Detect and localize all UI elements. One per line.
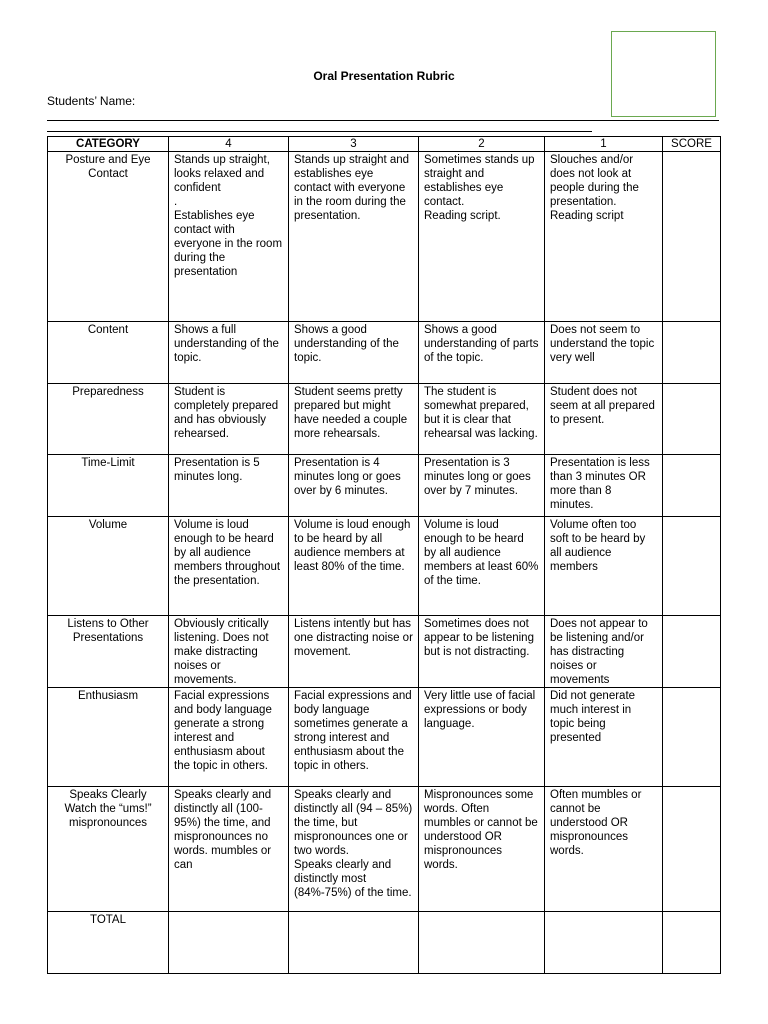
students-name-line-2 [47,131,592,132]
level-3-cell: Speaks clearly and distinctly all (94 – 85%) the time, but mispronounces one or two words. Speaks clearly and distinctly most (84%-75%) of the time. [289,787,419,912]
header-score-2: 2 [419,137,545,152]
table-row [48,787,721,912]
score-cell[interactable] [663,322,721,384]
level-1-cell: Does not seem to understand the topic very well [545,322,663,384]
level-1-cell: Student does not seem at all prepared to present. [545,384,663,455]
header-score-1: 1 [545,137,663,152]
level-3-cell [289,912,419,974]
level-1-cell: Did not generate much interest in topic being presented [545,688,663,787]
level-2-cell: Mispronounces some words. Often mumbles or cannot be understood OR mispronounces words. [419,787,545,912]
level-2-cell: Sometimes does not appear to be listening but is not distracting. [419,616,545,688]
level-2-cell: Sometimes stands up straight and establishes eye contact. Reading script. [419,152,545,322]
table-row [48,616,721,688]
level-2-cell [419,912,545,974]
table-row [48,517,721,616]
level-4-cell [169,912,289,974]
category-cell: Speaks Clearly Watch the “ums!” mispronounces [48,787,169,912]
category-cell: Content [48,322,169,384]
level-2-cell: Very little use of facial expressions or body language. [419,688,545,787]
header-score: SCORE [663,137,721,152]
page-title: Oral Presentation Rubric [313,69,455,83]
level-3-cell: Presentation is 4 minutes long or goes over by 6 minutes. [289,455,419,517]
level-1-cell [545,912,663,974]
level-3-cell: Listens intently but has one distracting noise or movement. [289,616,419,688]
total-label-cell: TOTAL [48,912,169,974]
score-cell[interactable] [663,616,721,688]
category-cell: Preparedness [48,384,169,455]
students-name-label: Students’ Name: [47,94,136,108]
level-1-cell: Volume often too soft to be heard by all audience members [545,517,663,616]
table-row [48,152,721,322]
students-name-line [47,120,719,121]
level-1-cell: Slouches and/or does not look at people during the presentation. Reading script [545,152,663,322]
score-cell[interactable] [663,787,721,912]
category-cell: Posture and Eye Contact [48,152,169,322]
level-3-cell: Shows a good understanding of the topic. [289,322,419,384]
level-4-cell: Stands up straight, looks relaxed and confident . Establishes eye contact with everyone in the room during the presentation [169,152,289,322]
category-cell: Time-Limit [48,455,169,517]
level-4-cell: Speaks clearly and distinctly all (100-95%) the time, and mispronounces no words. mumbles or can [169,787,289,912]
table-row [48,455,721,517]
score-cell[interactable] [663,384,721,455]
level-4-cell: Presentation is 5 minutes long. [169,455,289,517]
level-3-cell: Volume is loud enough to be heard by all audience members at least 80% of the time. [289,517,419,616]
table-row [48,688,721,787]
level-3-cell: Facial expressions and body language sometimes generate a strong interest and enthusiasm about the topic in others. [289,688,419,787]
level-2-cell: Volume is loud enough to be heard by all audience members at least 60% of the time. [419,517,545,616]
level-2-cell: Shows a good understanding of parts of the topic. [419,322,545,384]
score-cell[interactable] [663,152,721,322]
total-score-cell[interactable] [663,912,721,974]
table-row [48,912,721,974]
score-cell[interactable] [663,688,721,787]
level-2-cell: The student is somewhat prepared, but it is clear that rehearsal was lacking. [419,384,545,455]
level-1-cell: Often mumbles or cannot be understood OR mispronounces words. [545,787,663,912]
rubric-table [47,136,721,974]
category-cell: Volume [48,517,169,616]
level-1-cell: Does not appear to be listening and/or has distracting noises or movements [545,616,663,688]
level-3-cell: Stands up straight and establishes eye contact with everyone in the room during the presentation. [289,152,419,322]
header-score-4: 4 [169,137,289,152]
header-score-3: 3 [289,137,419,152]
level-4-cell: Student is completely prepared and has obviously rehearsed. [169,384,289,455]
table-row [48,322,721,384]
level-4-cell: Volume is loud enough to be heard by all audience members throughout the presentation. [169,517,289,616]
header-category: CATEGORY [48,137,169,152]
level-4-cell: Facial expressions and body language generate a strong interest and enthusiasm about the topic in others. [169,688,289,787]
header-row [48,137,721,152]
level-4-cell: Shows a full understanding of the topic. [169,322,289,384]
level-3-cell: Student seems pretty prepared but might have needed a couple more rehearsals. [289,384,419,455]
level-2-cell: Presentation is 3 minutes long or goes over by 7 minutes. [419,455,545,517]
level-1-cell: Presentation is less than 3 minutes OR more than 8 minutes. [545,455,663,517]
category-cell: Listens to Other Presentations [48,616,169,688]
score-cell[interactable] [663,455,721,517]
table-row [48,384,721,455]
level-4-cell: Obviously critically listening. Does not make distracting noises or movements. [169,616,289,688]
category-cell: Enthusiasm [48,688,169,787]
score-cell[interactable] [663,517,721,616]
